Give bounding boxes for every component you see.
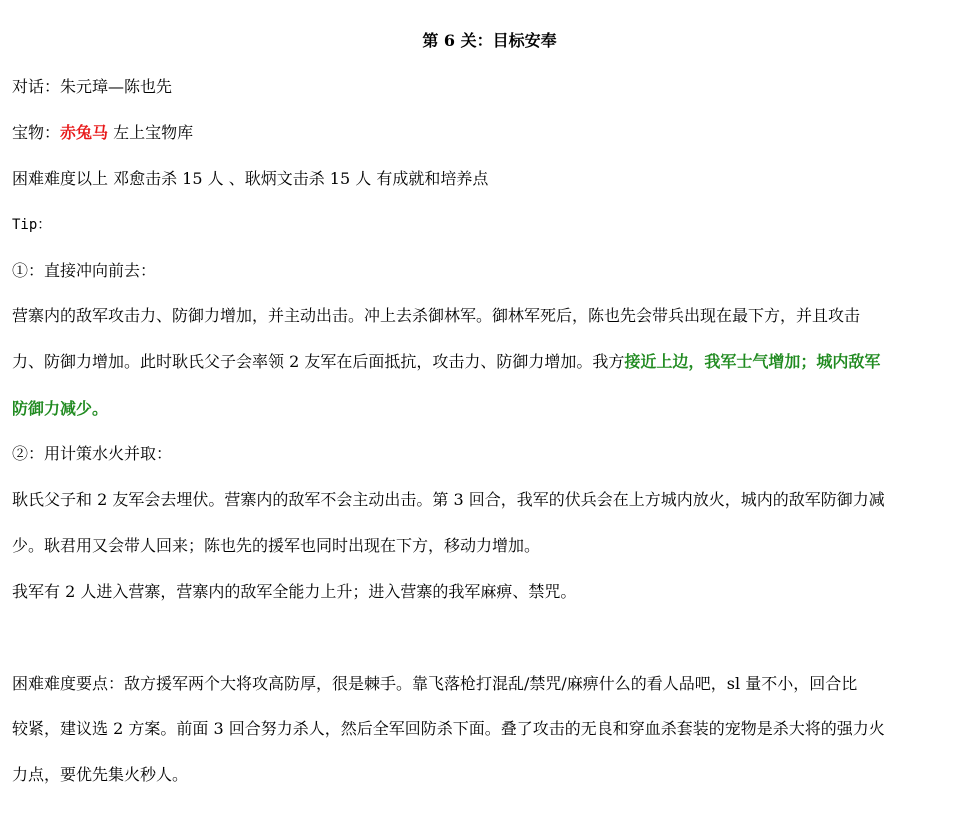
tip-label: Tip： [12,217,52,233]
option1-line-2 [12,351,972,373]
option1-line-1: 营寨内的敌军攻击力、防御力增加，并主动出击。冲上去杀御林军。御林军死后，陈也先会带兵出现在最下方，并且攻击 [12,306,861,325]
treasure-line [12,122,972,144]
option1-line-2-highlight: 接近上边，我军士气增加；城内敌军 [624,352,881,371]
hard-notes-line-3: 力点，要优先集火秒人。 [12,765,189,784]
option1-line-3-highlight: 防御力减少。 [12,399,109,418]
option2-heading: ②：用计策水火并取： [12,444,173,463]
option1-line-2-plain: 力、防御力增加。此时耿氏父子会率领 2 友军在后面抵抗，攻击力、防御力增加。我方 [12,352,625,371]
hard-notes-line-1: 困难难度要点：敌方援军两个大将攻高防厚，很是棘手。靠飞落枪打混乱/禁咒/麻痹什么的看人品吧，sl 量不小，回合比 [12,674,858,693]
treasure-location: 左上宝物库 [108,123,194,142]
option2-line-2: 少。耿君用又会带人回来；陈也先的援军也同时出现在下方，移动力增加。 [12,536,541,555]
treasure-prefix: 宝物： [12,123,61,142]
dialogue-line: 对话：朱元璋—陈也先 [12,77,173,96]
treasure-name: 赤兔马 [60,123,109,142]
hard-notes-line-2: 较紧，建议选 2 方案。前面 3 回合努力杀人，然后全军回防杀下面。叠了攻击的无良和穿血杀套装的宠物是杀大将的强力火 [12,719,885,738]
option2-line-1: 耿氏父子和 2 友军会去埋伏。营寨内的敌军不会主动出击。第 3 回合，我军的伏兵会在上方城内放火，城内的敌军防御力减 [12,490,885,509]
achievement-line: 困难难度以上 邓愈击杀 15 人 、耿炳文击杀 15 人 有成就和培养点 [12,169,489,188]
level-title: 第 6 关：目标安奉 [422,31,557,50]
option2-line-3: 我军有 2 人进入营寨，营寨内的敌军全能力上升；进入营寨的我军麻痹、禁咒。 [12,582,577,601]
option1-heading: ①：直接冲向前去： [12,261,157,280]
